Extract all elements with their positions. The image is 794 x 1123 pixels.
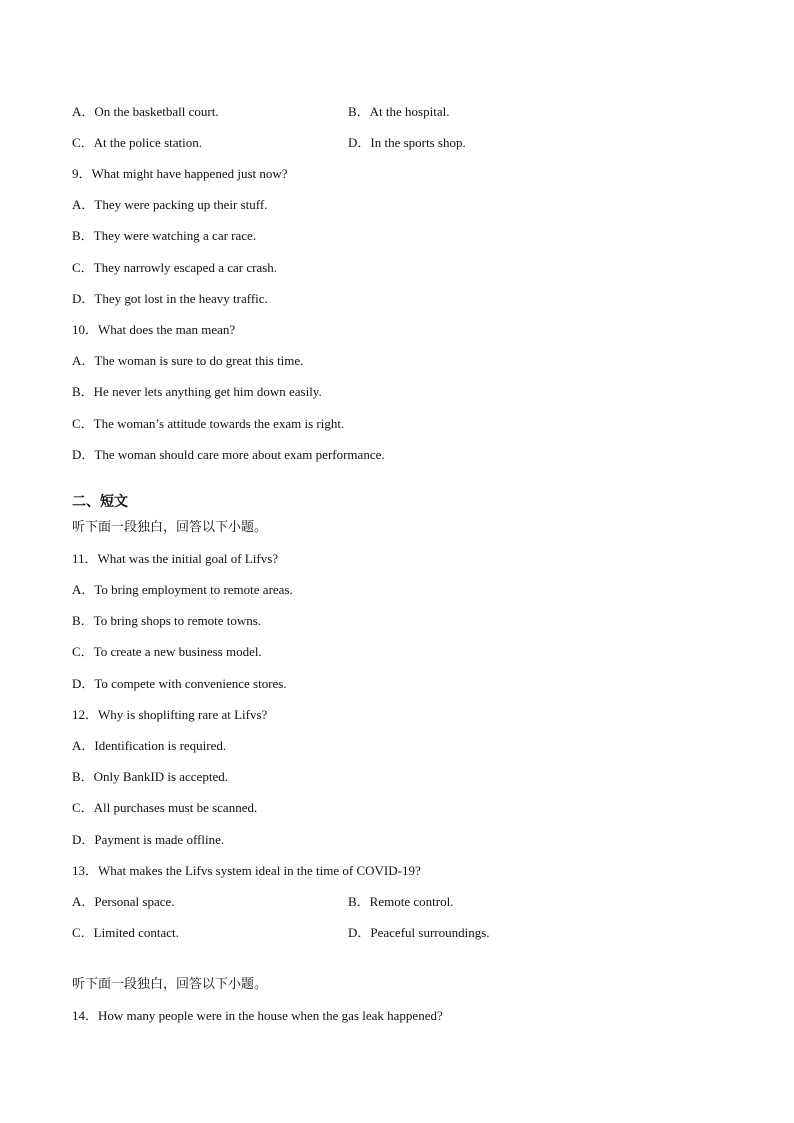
q13-option-d: D．Peaceful surroundings. (348, 925, 490, 940)
q12-option-c: C．All purchases must be scanned. (72, 800, 258, 815)
q9-option-c: C．They narrowly escaped a car crash. (72, 260, 278, 275)
q12-option-d: D．Payment is made offline. (72, 832, 225, 847)
q11-option-c: C．To create a new business model. (72, 644, 262, 659)
q10-stem: 10．What does the man mean? (72, 322, 236, 337)
q13-option-b: B．Remote control. (348, 894, 454, 909)
q10-option-a: A．The woman is sure to do great this time. (72, 353, 304, 368)
q9-option-a: A．They were packing up their stuff. (72, 197, 268, 212)
q12-option-b: B．Only BankID is accepted. (72, 769, 228, 784)
q11-option-b: B．To bring shops to remote towns. (72, 613, 262, 628)
q11-stem: 11．What was the initial goal of Lifvs? (72, 551, 279, 566)
q8-option-b: B．At the hospital. (348, 104, 450, 119)
section-instruction: 听下面一段独白，回答以下小题。 (72, 977, 268, 992)
q8-option-a: A．On the basketball court. (72, 104, 219, 119)
q14-stem: 14．How many people were in the house when the gas leak happened? (72, 1008, 443, 1023)
q10-option-c: C．The woman’s attitude towards the exam is right. (72, 416, 345, 431)
q11-option-d: D．To compete with convenience stores. (72, 676, 287, 691)
q13-stem: 13．What makes the Lifvs system ideal in the time of COVID-19? (72, 863, 421, 878)
q10-option-d: D．The woman should care more about exam performance. (72, 447, 385, 462)
q13-option-c: C．Limited contact. (72, 925, 179, 940)
q13-option-a: A．Personal space. (72, 894, 175, 909)
section-instruction: 听下面一段独白，回答以下小题。 (72, 520, 268, 535)
q12-option-a: A．Identification is required. (72, 738, 227, 753)
q8-option-d: D．In the sports shop. (348, 135, 466, 150)
q9-option-b: B．They were watching a car race. (72, 228, 257, 243)
q9-stem: 9．What might have happened just now? (72, 166, 288, 181)
section-heading: 二、短文 (72, 494, 128, 510)
q8-option-c: C．At the police station. (72, 135, 202, 150)
q11-option-a: A．To bring employment to remote areas. (72, 582, 293, 597)
q10-option-b: B．He never lets anything get him down easily. (72, 384, 322, 399)
q12-stem: 12．Why is shoplifting rare at Lifvs? (72, 707, 268, 722)
q9-option-d: D．They got lost in the heavy traffic. (72, 291, 268, 306)
